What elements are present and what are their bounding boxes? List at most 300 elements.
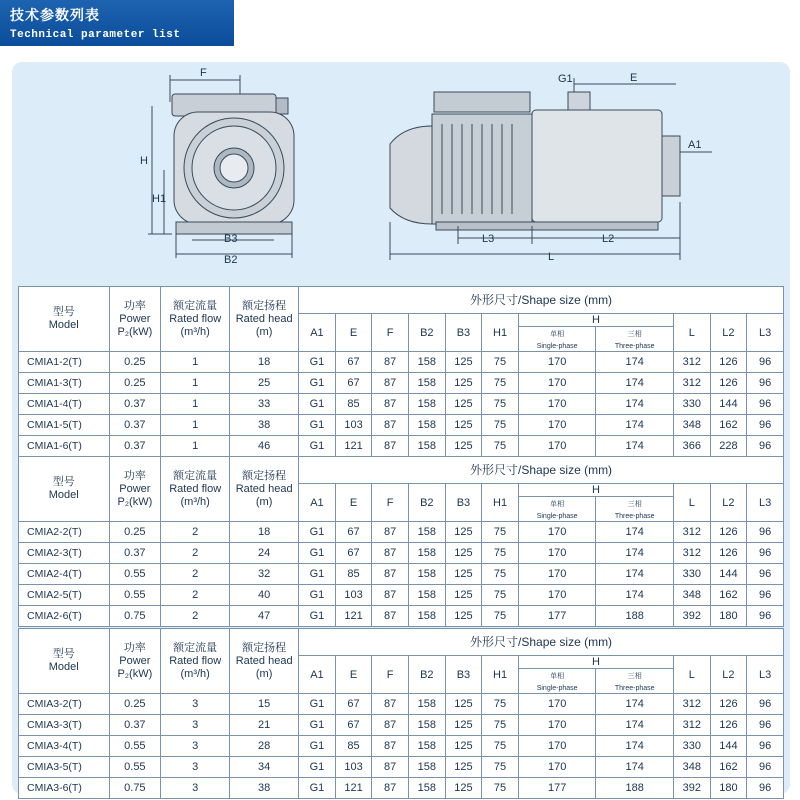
cell-b3: 125 bbox=[445, 373, 482, 394]
cell-h-three: 174 bbox=[596, 757, 674, 778]
cell-e: 67 bbox=[335, 715, 372, 736]
cell-f: 87 bbox=[372, 757, 409, 778]
cell-f: 87 bbox=[372, 606, 409, 627]
header-rated-flow-text: Rated flow bbox=[169, 482, 222, 495]
cell-h-three: 188 bbox=[596, 778, 674, 799]
cell-head: 38 bbox=[230, 415, 299, 436]
header-rated-head bbox=[230, 457, 299, 522]
header-b2 bbox=[408, 484, 445, 522]
header-l bbox=[673, 314, 710, 352]
cell-e: 67 bbox=[335, 352, 372, 373]
cell-head: 38 bbox=[230, 778, 299, 799]
header-h bbox=[518, 314, 673, 327]
cell-l: 392 bbox=[673, 606, 710, 627]
header-rated-head-text: Rated head bbox=[235, 482, 293, 495]
table-row bbox=[19, 778, 784, 799]
cell-model: CMIA1-6(T) bbox=[19, 436, 110, 457]
cell-h1: 75 bbox=[482, 564, 519, 585]
cell-f: 87 bbox=[372, 543, 409, 564]
cell-a1: G1 bbox=[299, 757, 336, 778]
header-rated-head-text: Rated head bbox=[235, 654, 293, 667]
header-shape-size bbox=[299, 287, 784, 314]
cell-power: 0.25 bbox=[109, 352, 161, 373]
header-single-phase-text: Single-phase bbox=[536, 343, 578, 350]
cell-l3: 96 bbox=[747, 415, 784, 436]
cell-f: 87 bbox=[372, 522, 409, 543]
cell-l2: 126 bbox=[710, 522, 747, 543]
header-l bbox=[673, 656, 710, 694]
cell-model: CMIA2-4(T) bbox=[19, 564, 110, 585]
cell-a1: G1 bbox=[299, 564, 336, 585]
cell-h1: 75 bbox=[482, 352, 519, 373]
cell-h1: 75 bbox=[482, 373, 519, 394]
cell-h-single: 170 bbox=[518, 736, 596, 757]
cell-b3: 125 bbox=[445, 564, 482, 585]
spec-table-1 bbox=[18, 286, 784, 457]
table-row bbox=[19, 757, 784, 778]
cell-flow: 1 bbox=[161, 415, 230, 436]
cell-power: 0.75 bbox=[109, 606, 161, 627]
header-l2-text: L2 bbox=[722, 496, 735, 509]
cell-l3: 96 bbox=[747, 543, 784, 564]
header-single-phase-text: Single-phase bbox=[536, 685, 578, 692]
header-model-text: 型号 bbox=[52, 306, 75, 318]
header-power-text: Power bbox=[119, 654, 151, 667]
cell-e: 67 bbox=[335, 522, 372, 543]
header-rated-flow bbox=[161, 287, 230, 352]
cell-h-three: 174 bbox=[596, 736, 674, 757]
cell-b3: 125 bbox=[445, 585, 482, 606]
cell-l: 312 bbox=[673, 543, 710, 564]
cell-h-three: 174 bbox=[596, 564, 674, 585]
cell-h-single: 170 bbox=[518, 715, 596, 736]
cell-l: 348 bbox=[673, 415, 710, 436]
cell-h-three: 174 bbox=[596, 585, 674, 606]
cell-flow: 2 bbox=[161, 522, 230, 543]
cell-flow: 1 bbox=[161, 352, 230, 373]
header-l bbox=[673, 484, 710, 522]
header-h bbox=[518, 656, 673, 669]
cell-head: 24 bbox=[230, 543, 299, 564]
table-row bbox=[19, 736, 784, 757]
cell-e: 103 bbox=[335, 757, 372, 778]
header-a1-text: A1 bbox=[310, 668, 324, 681]
header-f-text: F bbox=[386, 668, 394, 681]
cell-model: CMIA1-3(T) bbox=[19, 373, 110, 394]
cell-f: 87 bbox=[372, 585, 409, 606]
header-model bbox=[19, 629, 110, 694]
cell-power: 0.37 bbox=[109, 415, 161, 436]
cell-flow: 2 bbox=[161, 606, 230, 627]
header-b2-text: B2 bbox=[420, 668, 434, 681]
header-l3-text: L3 bbox=[758, 496, 772, 509]
header-e-text: E bbox=[349, 496, 358, 509]
cell-e: 85 bbox=[335, 394, 372, 415]
dim-label-b2: B2 bbox=[224, 254, 238, 266]
header-single-phase-text: Single-phase bbox=[536, 513, 578, 520]
header-power bbox=[109, 457, 161, 522]
cell-h1: 75 bbox=[482, 778, 519, 799]
cell-l2: 144 bbox=[710, 564, 747, 585]
cell-l2: 228 bbox=[710, 436, 747, 457]
dim-label-e: E bbox=[630, 72, 638, 84]
cell-b2: 158 bbox=[408, 694, 445, 715]
header-rated-flow-text: 额定流量 bbox=[173, 641, 218, 654]
header-single-phase-text: 单相 bbox=[550, 501, 565, 508]
cell-h-three: 174 bbox=[596, 694, 674, 715]
header-rated-flow-text: Rated flow bbox=[169, 654, 222, 667]
cell-f: 87 bbox=[372, 352, 409, 373]
dim-label-l3: L3 bbox=[482, 233, 495, 245]
cell-l: 348 bbox=[673, 757, 710, 778]
header-model-text: 型号 bbox=[52, 648, 75, 660]
cell-b2: 158 bbox=[408, 778, 445, 799]
cell-l: 312 bbox=[673, 373, 710, 394]
cell-h1: 75 bbox=[482, 715, 519, 736]
cell-power: 0.37 bbox=[109, 715, 161, 736]
cell-power: 0.37 bbox=[109, 543, 161, 564]
cell-b2: 158 bbox=[408, 736, 445, 757]
header-h-text: H bbox=[591, 656, 600, 668]
cell-l3: 96 bbox=[747, 778, 784, 799]
header-a1-text: A1 bbox=[310, 326, 324, 339]
cell-h-single: 170 bbox=[518, 373, 596, 394]
cell-l: 312 bbox=[673, 522, 710, 543]
header-l-text: L bbox=[688, 326, 695, 339]
header-rated-head bbox=[230, 629, 299, 694]
header-single-phase-text: 单相 bbox=[550, 673, 565, 680]
header-f bbox=[372, 484, 409, 522]
dim-label-g1: G1 bbox=[558, 73, 573, 85]
title-chinese: 技术参数列表 bbox=[10, 8, 100, 24]
cell-head: 15 bbox=[230, 694, 299, 715]
table-row bbox=[19, 415, 784, 436]
header-model-text: Model bbox=[48, 319, 79, 331]
header-b3-text: B3 bbox=[456, 496, 471, 509]
cell-b3: 125 bbox=[445, 757, 482, 778]
header-f bbox=[372, 656, 409, 694]
pump-dimension-drawing bbox=[12, 62, 790, 282]
cell-l: 312 bbox=[673, 715, 710, 736]
cell-b3: 125 bbox=[445, 394, 482, 415]
cell-h1: 75 bbox=[482, 436, 519, 457]
cell-h1: 75 bbox=[482, 522, 519, 543]
cell-f: 87 bbox=[372, 394, 409, 415]
cell-h-single: 170 bbox=[518, 394, 596, 415]
header-rated-flow-text: (m³/h) bbox=[180, 495, 210, 508]
cell-l3: 96 bbox=[747, 352, 784, 373]
cell-b2: 158 bbox=[408, 394, 445, 415]
cell-h1: 75 bbox=[482, 585, 519, 606]
table-row bbox=[19, 715, 784, 736]
cell-h-single: 170 bbox=[518, 352, 596, 373]
header-e-text: E bbox=[349, 668, 358, 681]
cell-power: 0.55 bbox=[109, 757, 161, 778]
header-model-text: 型号 bbox=[52, 476, 75, 488]
cell-model: CMIA2-6(T) bbox=[19, 606, 110, 627]
cell-b2: 158 bbox=[408, 415, 445, 436]
header-three-phase-text: 三相 bbox=[627, 501, 642, 508]
cell-h-single: 170 bbox=[518, 694, 596, 715]
header-shape-size-text: 外形尺寸/Shape size (mm) bbox=[470, 634, 613, 649]
cell-h-single: 170 bbox=[518, 522, 596, 543]
cell-f: 87 bbox=[372, 778, 409, 799]
cell-h1: 75 bbox=[482, 543, 519, 564]
header-single-phase bbox=[518, 497, 596, 522]
header-l3-text: L3 bbox=[758, 326, 772, 339]
header-a1-text: A1 bbox=[310, 496, 324, 509]
cell-b3: 125 bbox=[445, 715, 482, 736]
header-l2 bbox=[710, 656, 747, 694]
cell-a1: G1 bbox=[299, 778, 336, 799]
cell-h-single: 170 bbox=[518, 436, 596, 457]
header-model-text: Model bbox=[48, 489, 79, 501]
cell-b2: 158 bbox=[408, 373, 445, 394]
cell-l3: 96 bbox=[747, 373, 784, 394]
header-rated-head-text: 额定扬程 bbox=[242, 641, 287, 654]
header-power-text: 功率 bbox=[123, 299, 146, 312]
cell-head: 46 bbox=[230, 436, 299, 457]
cell-model: CMIA1-4(T) bbox=[19, 394, 110, 415]
header-rated-flow-text: 额定流量 bbox=[173, 299, 218, 312]
cell-b2: 158 bbox=[408, 436, 445, 457]
header-three-phase-text: Three-phase bbox=[614, 513, 655, 520]
cell-l2: 126 bbox=[710, 352, 747, 373]
header-h bbox=[518, 484, 673, 497]
cell-power: 0.25 bbox=[109, 522, 161, 543]
dim-label-l2: L2 bbox=[602, 233, 615, 245]
cell-h-single: 170 bbox=[518, 543, 596, 564]
header-h1-text: H1 bbox=[493, 668, 508, 681]
cell-l3: 96 bbox=[747, 436, 784, 457]
cell-e: 67 bbox=[335, 373, 372, 394]
cell-model: CMIA2-5(T) bbox=[19, 585, 110, 606]
cell-b2: 158 bbox=[408, 352, 445, 373]
cell-head: 18 bbox=[230, 522, 299, 543]
header-l2-text: L2 bbox=[722, 668, 735, 681]
table-row bbox=[19, 352, 784, 373]
cell-model: CMIA2-2(T) bbox=[19, 522, 110, 543]
cell-l2: 126 bbox=[710, 543, 747, 564]
table-row bbox=[19, 394, 784, 415]
header-l3 bbox=[747, 314, 784, 352]
cell-b3: 125 bbox=[445, 352, 482, 373]
cell-a1: G1 bbox=[299, 715, 336, 736]
cell-l2: 144 bbox=[710, 736, 747, 757]
cell-h1: 75 bbox=[482, 757, 519, 778]
table-row bbox=[19, 436, 784, 457]
header-e-text: E bbox=[349, 326, 358, 339]
cell-l: 330 bbox=[673, 736, 710, 757]
header-e bbox=[335, 484, 372, 522]
cell-b2: 158 bbox=[408, 585, 445, 606]
header-three-phase bbox=[596, 497, 674, 522]
cell-flow: 1 bbox=[161, 436, 230, 457]
header-b3-text: B3 bbox=[456, 668, 471, 681]
front-view bbox=[148, 75, 294, 258]
cell-b3: 125 bbox=[445, 415, 482, 436]
side-view bbox=[390, 78, 712, 260]
header-b2-text: B2 bbox=[420, 496, 434, 509]
cell-head: 40 bbox=[230, 585, 299, 606]
spec-table-2 bbox=[18, 456, 784, 627]
cell-l3: 96 bbox=[747, 715, 784, 736]
cell-f: 87 bbox=[372, 694, 409, 715]
header-l2 bbox=[710, 484, 747, 522]
cell-head: 34 bbox=[230, 757, 299, 778]
cell-l2: 180 bbox=[710, 778, 747, 799]
dim-label-f: F bbox=[200, 67, 207, 79]
cell-a1: G1 bbox=[299, 585, 336, 606]
cell-h-single: 170 bbox=[518, 757, 596, 778]
cell-h1: 75 bbox=[482, 694, 519, 715]
cell-h-three: 174 bbox=[596, 715, 674, 736]
cell-head: 33 bbox=[230, 394, 299, 415]
header-power-text: Power bbox=[119, 312, 151, 325]
header-h1 bbox=[482, 484, 519, 522]
cell-h-single: 177 bbox=[518, 778, 596, 799]
header-b3 bbox=[445, 314, 482, 352]
cell-h1: 75 bbox=[482, 394, 519, 415]
cell-model: CMIA3-6(T) bbox=[19, 778, 110, 799]
cell-l3: 96 bbox=[747, 694, 784, 715]
header-shape-size bbox=[299, 457, 784, 484]
cell-l3: 96 bbox=[747, 736, 784, 757]
header-h-text: H bbox=[591, 484, 600, 496]
cell-head: 21 bbox=[230, 715, 299, 736]
header-e bbox=[335, 314, 372, 352]
header-rated-head-text: 额定扬程 bbox=[242, 469, 287, 482]
cell-h1: 75 bbox=[482, 415, 519, 436]
header-shape-size bbox=[299, 629, 784, 656]
header-rated-flow-text: Rated flow bbox=[169, 312, 222, 325]
cell-e: 121 bbox=[335, 778, 372, 799]
header-banner bbox=[0, 0, 234, 46]
cell-l: 312 bbox=[673, 694, 710, 715]
header-h-text: H bbox=[591, 314, 600, 326]
cell-a1: G1 bbox=[299, 394, 336, 415]
header-power bbox=[109, 629, 161, 694]
dim-label-h: H bbox=[140, 155, 148, 167]
table-row bbox=[19, 585, 784, 606]
cell-h1: 75 bbox=[482, 606, 519, 627]
cell-flow: 3 bbox=[161, 694, 230, 715]
cell-a1: G1 bbox=[299, 415, 336, 436]
cell-b2: 158 bbox=[408, 522, 445, 543]
cell-l3: 96 bbox=[747, 564, 784, 585]
cell-h-three: 174 bbox=[596, 415, 674, 436]
header-single-phase bbox=[518, 669, 596, 694]
cell-h-single: 177 bbox=[518, 606, 596, 627]
cell-b2: 158 bbox=[408, 543, 445, 564]
dim-label-b3: B3 bbox=[224, 233, 238, 245]
cell-e: 121 bbox=[335, 606, 372, 627]
header-rated-head bbox=[230, 287, 299, 352]
header-shape-size-text: 外形尺寸/Shape size (mm) bbox=[470, 292, 613, 307]
cell-a1: G1 bbox=[299, 606, 336, 627]
cell-power: 0.37 bbox=[109, 436, 161, 457]
cell-b3: 125 bbox=[445, 606, 482, 627]
header-h1 bbox=[482, 656, 519, 694]
dim-label-h1: H1 bbox=[152, 193, 167, 205]
cell-l2: 144 bbox=[710, 394, 747, 415]
cell-head: 25 bbox=[230, 373, 299, 394]
cell-h-single: 170 bbox=[518, 585, 596, 606]
cell-e: 103 bbox=[335, 415, 372, 436]
header-power-text: P₂(kW) bbox=[117, 495, 153, 508]
table-row bbox=[19, 522, 784, 543]
header-b2 bbox=[408, 656, 445, 694]
cell-power: 0.37 bbox=[109, 394, 161, 415]
cell-power: 0.75 bbox=[109, 778, 161, 799]
header-e bbox=[335, 656, 372, 694]
header-l-text: L bbox=[688, 668, 695, 681]
table-row bbox=[19, 694, 784, 715]
header-a1 bbox=[299, 314, 336, 352]
header-rated-head-text: (m) bbox=[255, 495, 273, 508]
header-three-phase bbox=[596, 669, 674, 694]
cell-flow: 2 bbox=[161, 564, 230, 585]
cell-b2: 158 bbox=[408, 715, 445, 736]
cell-flow: 2 bbox=[161, 543, 230, 564]
cell-h-three: 174 bbox=[596, 373, 674, 394]
dim-label-l: L bbox=[548, 251, 555, 263]
header-rated-head-text: (m) bbox=[255, 325, 273, 338]
header-three-phase-text: Three-phase bbox=[614, 685, 655, 692]
dim-label-a1: A1 bbox=[688, 139, 702, 151]
cell-l2: 162 bbox=[710, 585, 747, 606]
cell-a1: G1 bbox=[299, 522, 336, 543]
cell-b2: 158 bbox=[408, 757, 445, 778]
header-rated-head-text: (m) bbox=[255, 667, 273, 680]
header-a1 bbox=[299, 484, 336, 522]
header-b3 bbox=[445, 656, 482, 694]
header-rated-flow bbox=[161, 457, 230, 522]
cell-a1: G1 bbox=[299, 352, 336, 373]
cell-b2: 158 bbox=[408, 606, 445, 627]
cell-b3: 125 bbox=[445, 694, 482, 715]
cell-model: CMIA3-4(T) bbox=[19, 736, 110, 757]
header-rated-head-text: 额定扬程 bbox=[242, 299, 287, 312]
header-f-text: F bbox=[386, 326, 394, 339]
cell-flow: 1 bbox=[161, 394, 230, 415]
cell-e: 121 bbox=[335, 436, 372, 457]
cell-power: 0.55 bbox=[109, 564, 161, 585]
header-model bbox=[19, 457, 110, 522]
cell-power: 0.55 bbox=[109, 585, 161, 606]
cell-e: 103 bbox=[335, 585, 372, 606]
cell-e: 85 bbox=[335, 736, 372, 757]
header-model-text: Model bbox=[48, 661, 79, 673]
cell-l: 392 bbox=[673, 778, 710, 799]
header-l3 bbox=[747, 484, 784, 522]
cell-l3: 96 bbox=[747, 606, 784, 627]
cell-b3: 125 bbox=[445, 436, 482, 457]
header-shape-size-text: 外形尺寸/Shape size (mm) bbox=[470, 462, 613, 477]
cell-h1: 75 bbox=[482, 736, 519, 757]
cell-model: CMIA2-3(T) bbox=[19, 543, 110, 564]
header-power-text: P₂(kW) bbox=[117, 325, 153, 338]
cell-f: 87 bbox=[372, 373, 409, 394]
header-l-text: L bbox=[688, 496, 695, 509]
cell-h-three: 174 bbox=[596, 352, 674, 373]
cell-flow: 3 bbox=[161, 715, 230, 736]
cell-l3: 96 bbox=[747, 585, 784, 606]
header-l3-text: L3 bbox=[758, 668, 772, 681]
cell-l: 330 bbox=[673, 394, 710, 415]
cell-e: 85 bbox=[335, 564, 372, 585]
header-three-phase-text: 三相 bbox=[627, 673, 642, 680]
